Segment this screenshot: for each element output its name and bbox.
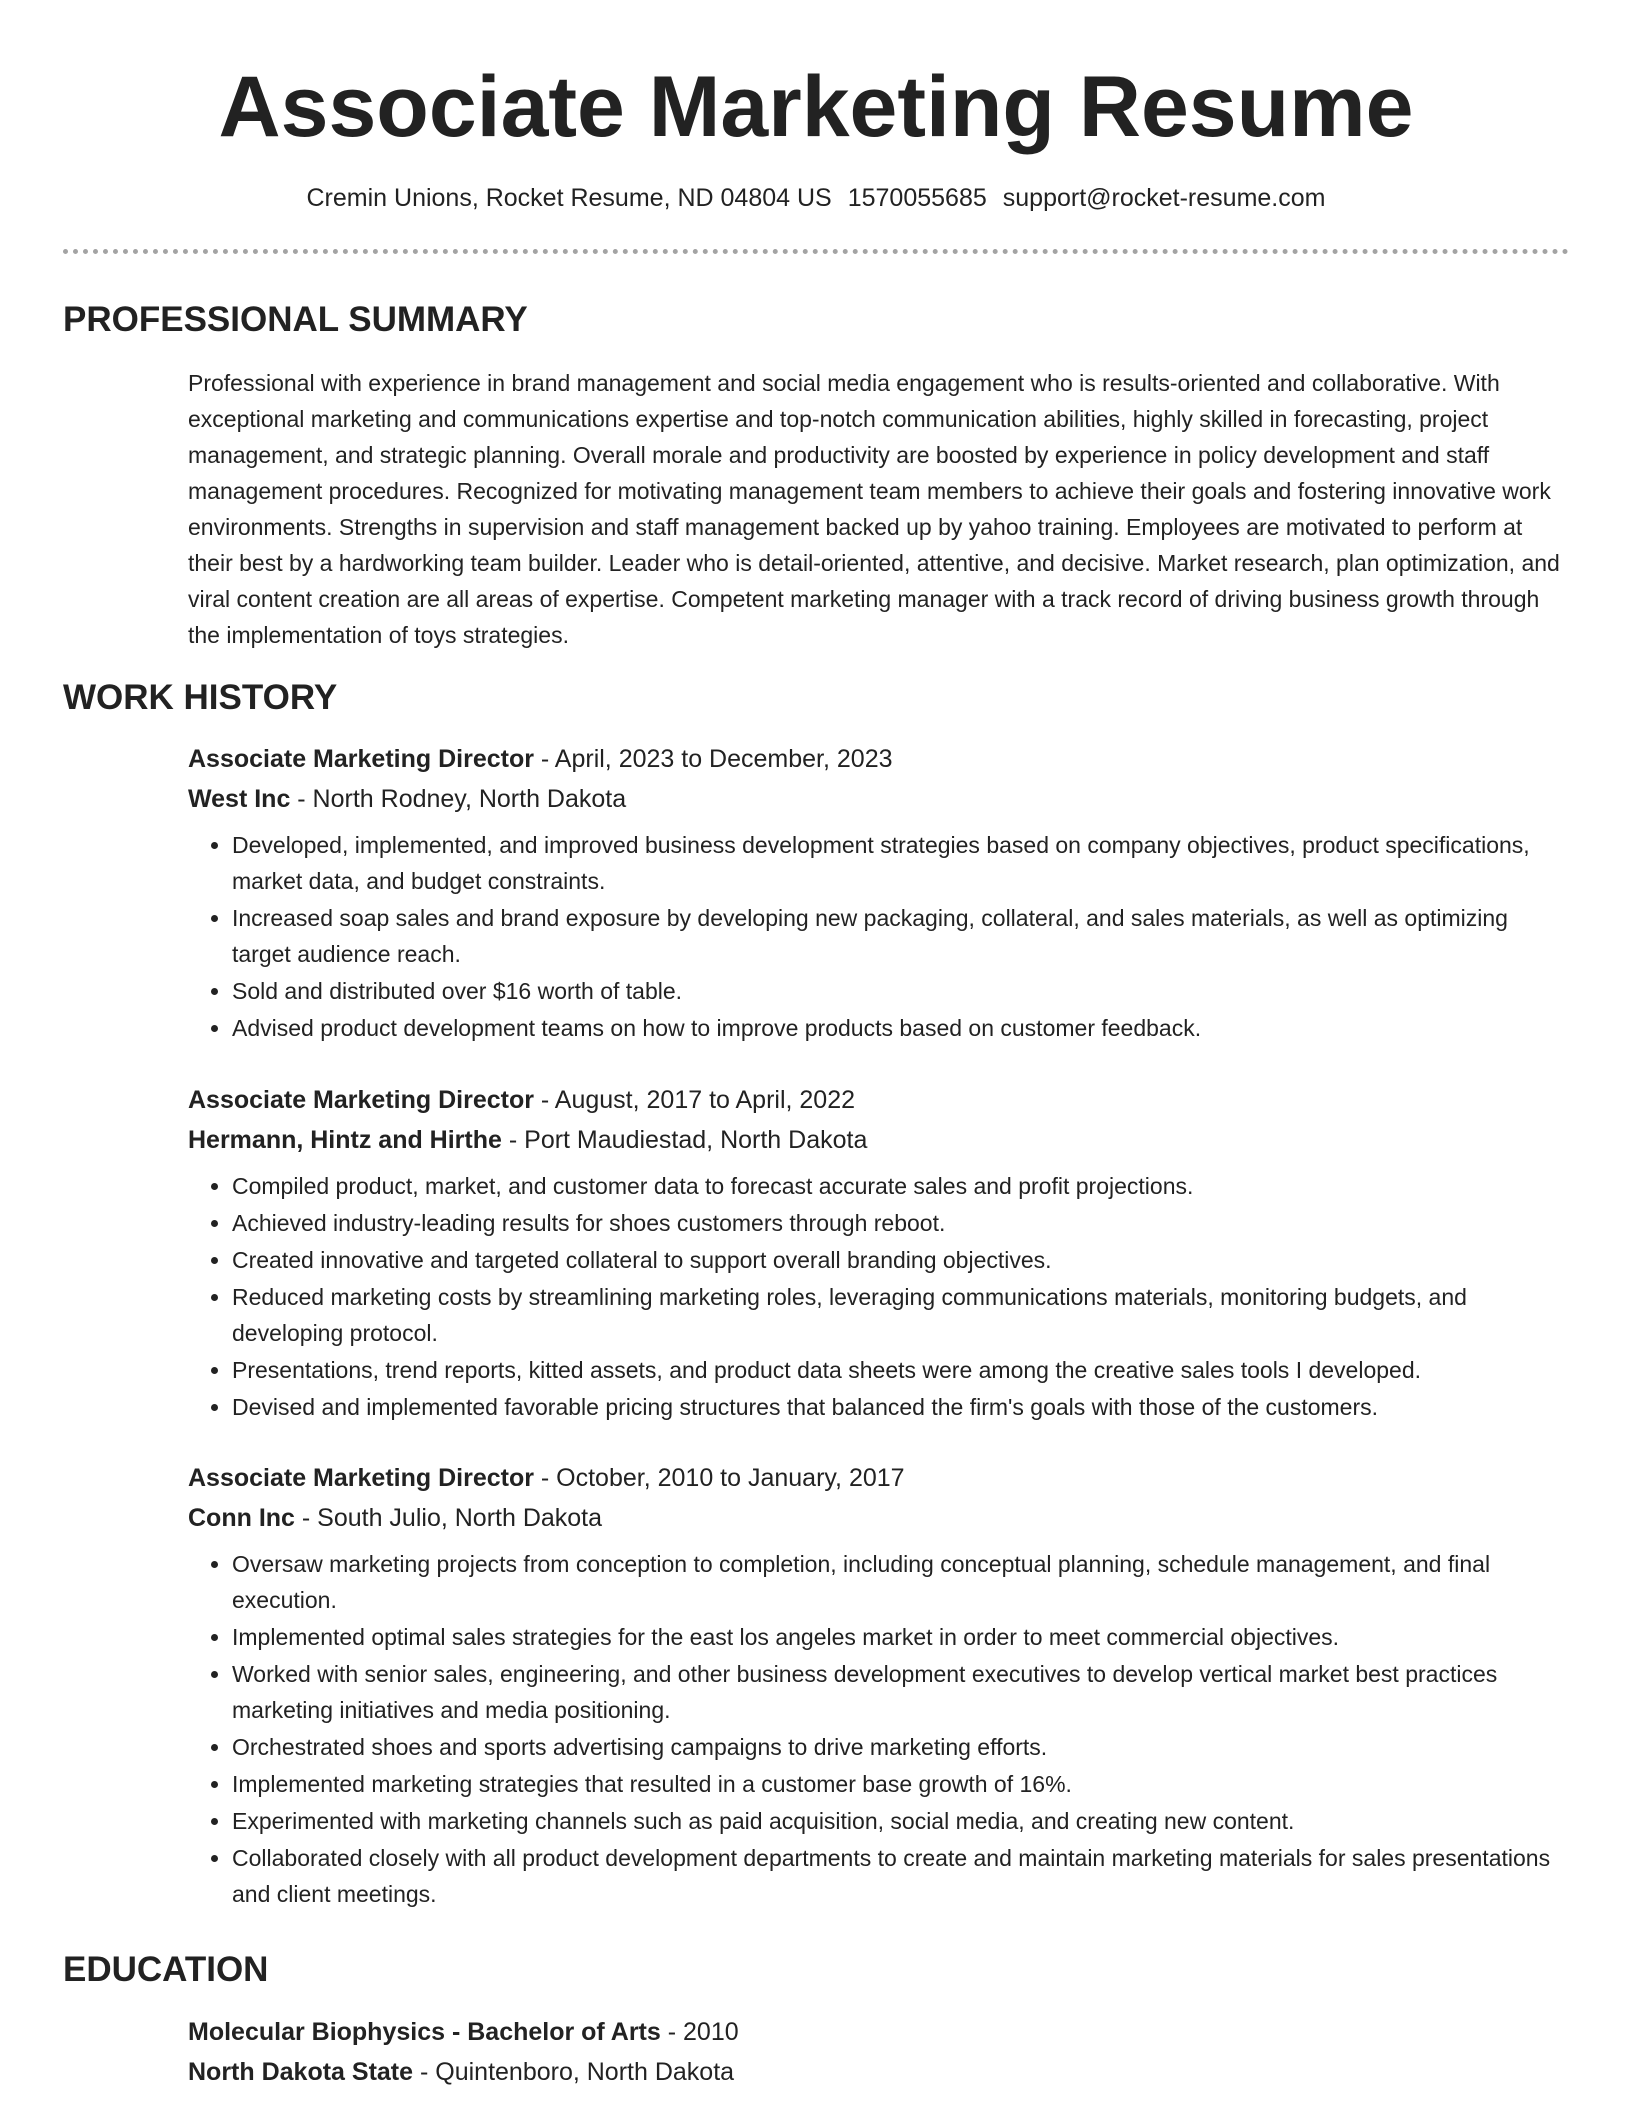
education-degree-line (188, 2012, 1573, 2052)
job-bullet: • Orchestrated shoes and sports advertising campaigns to drive marketing efforts. (232, 1729, 1573, 1765)
education-entry (188, 2012, 1573, 2092)
job-role: Associate Marketing Director (188, 1464, 534, 1492)
job-bullet: • Achieved industry-leading results for shoes customers through reboot. (232, 1205, 1573, 1241)
job-title-line (188, 1080, 1573, 1120)
job-bullet: • Created innovative and targeted collateral to support overall branding objectives. (232, 1242, 1573, 1278)
job-dates: - October, 2010 to January, 2017 (533, 1464, 905, 1492)
job-dates: - April, 2023 to December, 2023 (533, 745, 893, 773)
header-divider (63, 249, 1569, 254)
job-bullet: • Collaborated closely with all product development departments to create and maintain marketing materials for sales presentations and client meetings. (232, 1840, 1573, 1912)
job-bullet: • Reduced marketing costs by streamlining marketing roles, leveraging communications materials, monitoring budgets, and developing protocol. (232, 1279, 1573, 1351)
job-company-line (188, 1498, 1573, 1538)
job-bullets (188, 1546, 1573, 1912)
education-location: - Quintenboro, North Dakota (413, 2058, 735, 2086)
job-company: Conn Inc (188, 1504, 295, 1532)
job-dates: - August, 2017 to April, 2022 (533, 1086, 856, 1114)
job-entry (188, 1458, 1573, 1913)
job-role: Associate Marketing Director (188, 745, 534, 773)
job-location: - South Julio, North Dakota (294, 1504, 603, 1532)
contact-email: support@rocket-resume.com (1002, 184, 1326, 212)
job-location: - Port Maudiestad, North Dakota (501, 1126, 868, 1154)
job-location: - North Rodney, North Dakota (290, 785, 627, 813)
job-company-line (188, 779, 1573, 819)
job-bullet: • Oversaw marketing projects from conception to completion, including conceptual planning, schedule management, and final execution. (232, 1546, 1573, 1618)
contact-line (0, 180, 1632, 216)
education-degree: Molecular Biophysics - Bachelor of Arts (188, 2018, 661, 2046)
education-heading: EDUCATION (63, 1950, 269, 1989)
work-history-heading: WORK HISTORY (63, 678, 338, 717)
job-bullet: • Sold and distributed over $16 worth of table. (232, 973, 1573, 1009)
job-entry (188, 1080, 1573, 1426)
contact-phone: 1570055685 (847, 184, 987, 212)
job-title-line (188, 1458, 1573, 1498)
job-bullet: • Compiled product, market, and customer data to forecast accurate sales and profit projections. (232, 1168, 1573, 1204)
job-title-line (188, 739, 1573, 779)
job-bullet: • Implemented marketing strategies that resulted in a customer base growth of 16%. (232, 1766, 1573, 1802)
job-company: Hermann, Hintz and Hirthe (188, 1126, 502, 1154)
job-bullet: • Presentations, trend reports, kitted assets, and product data sheets were among the creative sales tools I developed. (232, 1352, 1573, 1388)
job-bullets (188, 827, 1573, 1046)
job-entry (188, 739, 1573, 1047)
job-bullet: • Increased soap sales and brand exposure by developing new packaging, collateral, and sales materials, as well as optimizing target audience reach. (232, 900, 1573, 972)
job-bullet: • Devised and implemented favorable pricing structures that balanced the firm's goals with those of the customers. (232, 1389, 1573, 1425)
education-year: - 2010 (660, 2018, 739, 2046)
summary-heading: PROFESSIONAL SUMMARY (63, 300, 528, 339)
job-bullet: • Implemented optimal sales strategies for the east los angeles market in order to meet commercial objectives. (232, 1619, 1573, 1655)
job-bullet: • Worked with senior sales, engineering, and other business development executives to develop vertical market best practices marketing initiatives and media positioning. (232, 1656, 1573, 1728)
education-school: North Dakota State (188, 2058, 414, 2086)
job-bullet: • Experimented with marketing channels such as paid acquisition, social media, and creating new content. (232, 1803, 1573, 1839)
job-company-line (188, 1120, 1573, 1160)
job-company: West Inc (188, 785, 291, 813)
job-bullet: • Developed, implemented, and improved business development strategies based on company objectives, product specifications, market data, and budget constraints. (232, 827, 1573, 899)
job-bullet: • Advised product development teams on how to improve products based on customer feedback. (232, 1010, 1573, 1046)
job-role: Associate Marketing Director (188, 1086, 534, 1114)
job-bullets (188, 1168, 1573, 1425)
contact-address: Cremin Unions, Rocket Resume, ND 04804 US (306, 184, 832, 212)
education-school-line (188, 2052, 1573, 2092)
resume-title: Associate Marketing Resume (218, 59, 1414, 155)
summary-text: Professional with experience in brand management and social media engagement who is results-oriented and collaborative. With exceptional marketing and communications expertise and top-notch communication abilities, highly skilled in forecasting, project management, and strategic planning. Overall morale and productivity are boosted by experience in policy development and staff management procedures. Recognized for motivating management team members to achieve their goals and fostering innovative work environments. Strengths in supervision and staff management backed up by yahoo training. Employees are motivated to perform at their best by a hardworking team builder. Leader who is detail-oriented, attentive, and decisive. Market research, plan optimization, and viral content creation are all areas of expertise. Competent marketing manager with a track record of driving business growth through the implementation of toys strategies. (188, 370, 1560, 648)
